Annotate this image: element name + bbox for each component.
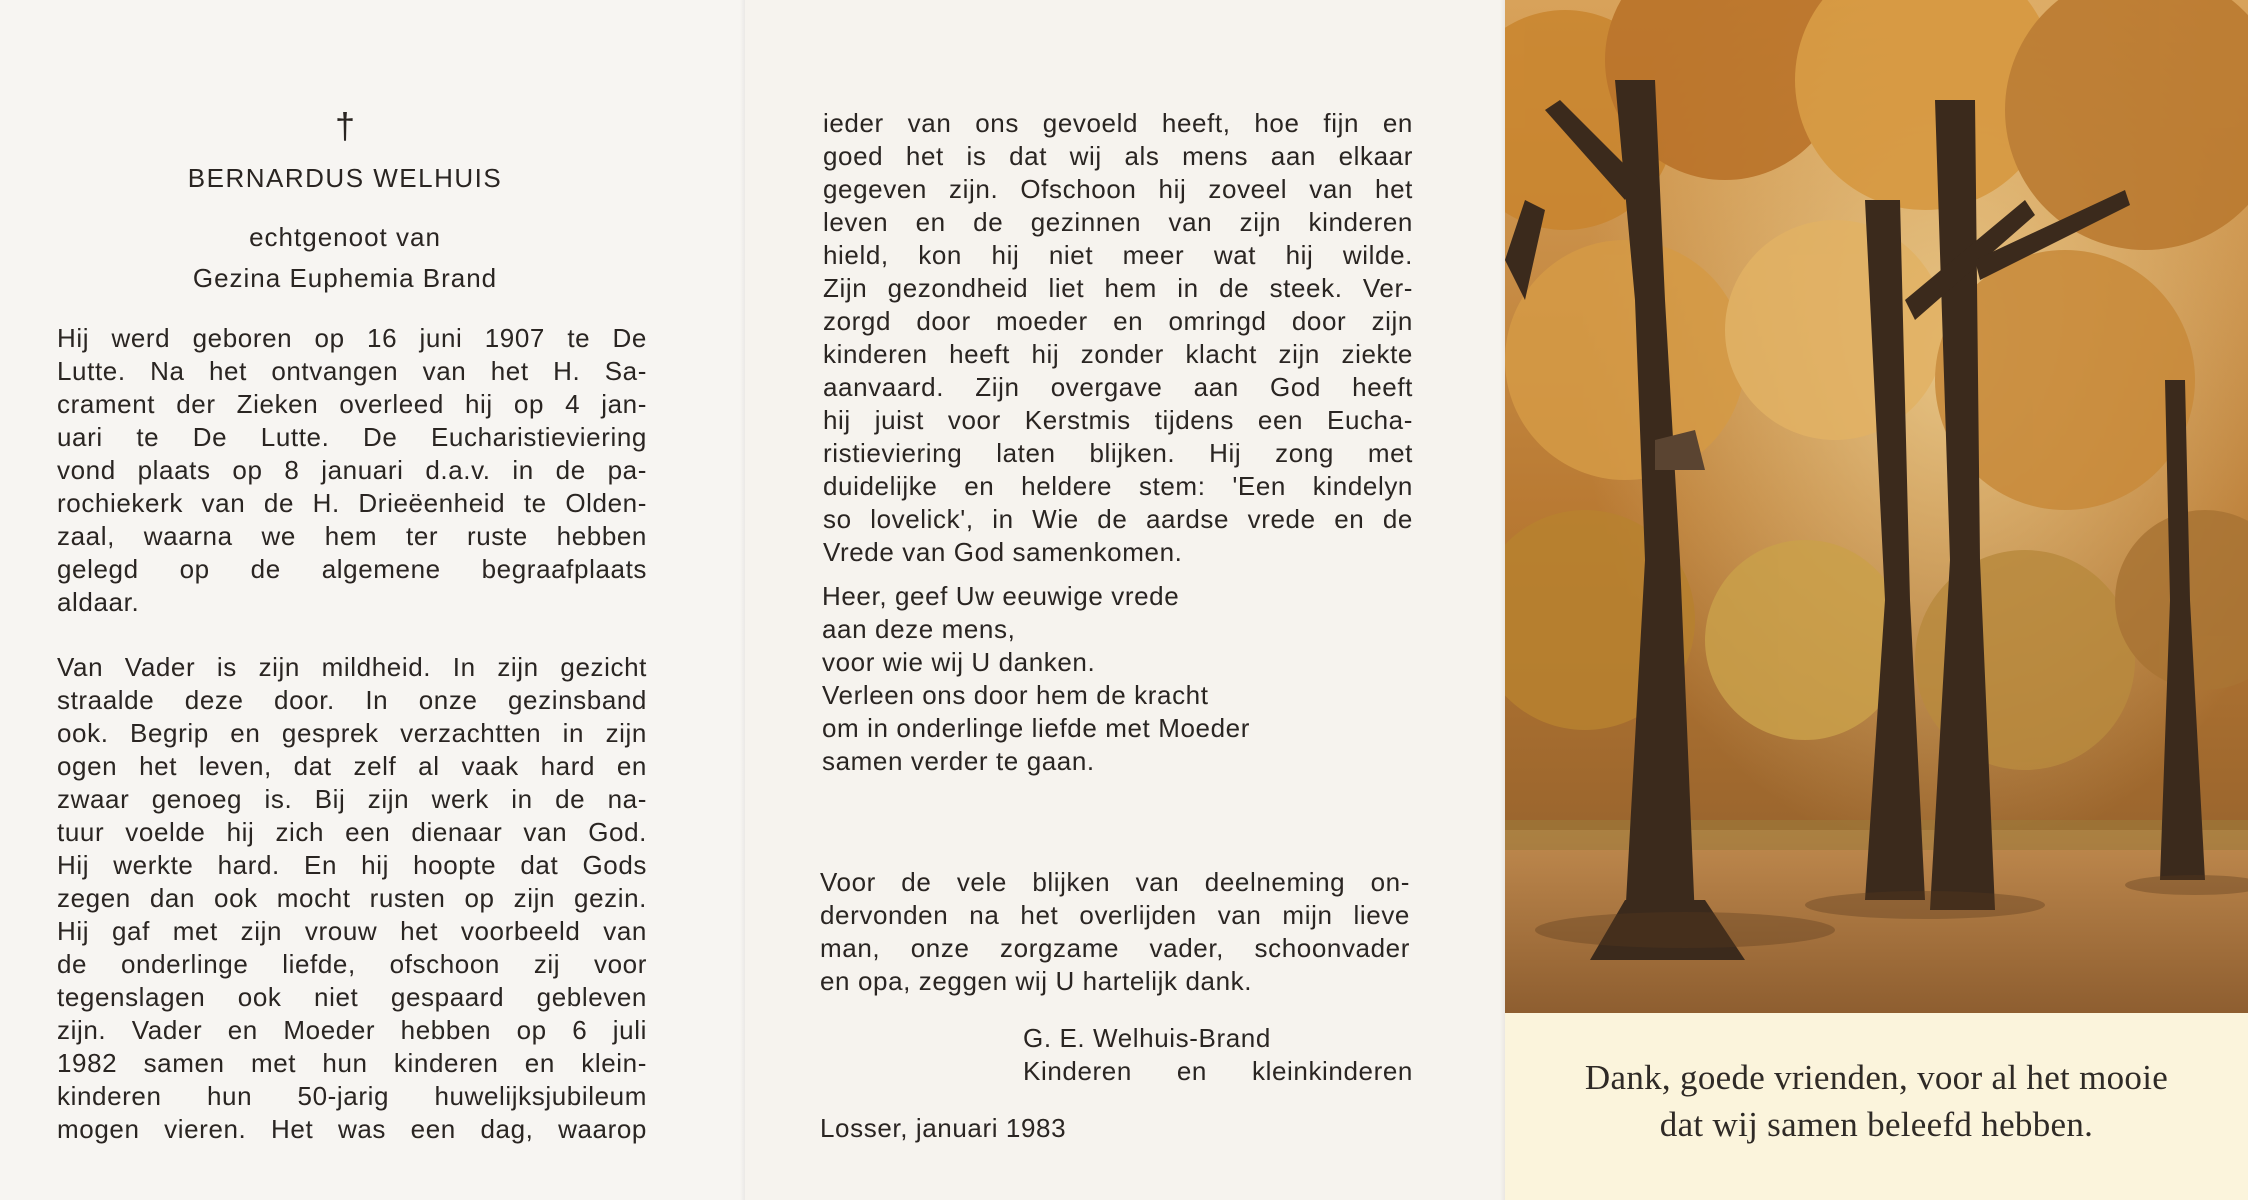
text-line: ook. Begrip en gesprek verzachtten in zijn bbox=[57, 718, 647, 748]
biography-continuation bbox=[823, 107, 1413, 569]
text-line: rochiekerk van de H. Drieëenheid te Olden- bbox=[57, 488, 647, 518]
autumn-forest-photo bbox=[1505, 0, 2248, 1013]
text-line: vond plaats op 8 januari d.a.v. in de pa- bbox=[57, 455, 647, 485]
signature-family: Kinderen en kleinkinderen bbox=[1023, 1056, 1413, 1086]
text-line: zijn. Vader en Moeder hebben op 6 juli bbox=[57, 1015, 647, 1045]
prayer-line: aan deze mens, bbox=[822, 614, 1016, 644]
prayer-line: samen verder te gaan. bbox=[822, 746, 1095, 776]
right-panel bbox=[1505, 0, 2248, 1200]
text-line: kinderen hun 50-jarig huwelijksjubileum bbox=[57, 1081, 647, 1111]
middle-panel bbox=[745, 0, 1505, 1200]
text-line: kinderen heeft hij zonder klacht zijn ziekte bbox=[823, 339, 1413, 369]
text-line: Hij werd geboren op 16 juni 1907 te De bbox=[57, 323, 647, 353]
text-line: goed het is dat wij als mens aan elkaar bbox=[823, 141, 1413, 171]
signature-name: G. E. Welhuis-Brand bbox=[1023, 1023, 1271, 1053]
prayer-line: voor wie wij U danken. bbox=[822, 647, 1096, 677]
text-line: gelegd op de algemene begraafplaats bbox=[57, 554, 647, 584]
spouse-name: Gezina Euphemia Brand bbox=[192, 263, 498, 293]
text-line: crament der Zieken overleed hij op 4 jan- bbox=[57, 389, 647, 419]
text-line: tuur voelde hij zich een dienaar van God. bbox=[57, 817, 647, 847]
text-line: so lovelick', in Wie de aardse vrede en de bbox=[823, 504, 1413, 534]
text-line: hij juist voor Kerstmis tijdens een Eucha- bbox=[823, 405, 1413, 435]
text-line: mogen vieren. Het was een dag, waarop bbox=[57, 1114, 647, 1144]
text-line: uari te De Lutte. De Eucharistieviering bbox=[57, 422, 647, 452]
text-line: Vrede van God samenkomen. bbox=[823, 537, 1183, 567]
text-line: zwaar genoeg is. Bij zijn werk in de na- bbox=[57, 784, 647, 814]
deceased-name: BERNARDUS WELHUIS bbox=[187, 163, 503, 193]
spouse-label: echtgenoot van bbox=[249, 222, 441, 252]
prayer bbox=[822, 580, 1412, 778]
text-line: zaal, waarna we hem ter ruste hebben bbox=[57, 521, 647, 551]
thanks-message bbox=[820, 866, 1410, 998]
place-date: Losser, januari 1983 bbox=[820, 1113, 1067, 1143]
text-line: ogen het leven, dat zelf al vaak hard en bbox=[57, 751, 647, 781]
text-line: leven en de gezinnen van zijn kinderen bbox=[823, 207, 1413, 237]
prayer-line: Heer, geef Uw eeuwige vrede bbox=[822, 581, 1180, 611]
text-line: zorgd door moeder en omringd door zijn bbox=[823, 306, 1413, 336]
text-line: Voor de vele blijken van deelneming on- bbox=[820, 867, 1410, 897]
caption-line-2: dat wij samen beleefd hebben. bbox=[1659, 1105, 2094, 1144]
text-line: duidelijke en heldere stem: 'Een kindelyn bbox=[823, 471, 1413, 501]
text-line: hield, kon hij niet meer wat hij wilde. bbox=[823, 240, 1413, 270]
biography-paragraph-2 bbox=[57, 651, 647, 1146]
text-line: dervonden na het overlijden van mijn lieve bbox=[820, 900, 1410, 930]
text-line: Hij werkte hard. En hij hoopte dat Gods bbox=[57, 850, 647, 880]
text-line: ieder van ons gevoeld heeft, hoe fijn en bbox=[823, 108, 1413, 138]
prayer-line: Verleen ons door hem de kracht bbox=[822, 680, 1209, 710]
text-line: aanvaard. Zijn overgave aan God heeft bbox=[823, 372, 1413, 402]
text-line: Van Vader is zijn mildheid. In zijn gezicht bbox=[57, 652, 647, 682]
text-line: en opa, zeggen wij U hartelijk dank. bbox=[820, 966, 1253, 996]
text-line: ristieviering laten blijken. Hij zong met bbox=[823, 438, 1413, 468]
forest-illustration bbox=[1505, 0, 2248, 1013]
text-line: Hij gaf met zijn vrouw het voorbeeld van bbox=[57, 916, 647, 946]
biography-paragraph-1 bbox=[57, 322, 647, 619]
text-line: man, onze zorgzame vader, schoonvader bbox=[820, 933, 1410, 963]
text-line: tegenslagen ook niet gespaard gebleven bbox=[57, 982, 647, 1012]
caption-line-1: Dank, goede vrienden, voor al het mooie bbox=[1584, 1058, 2169, 1097]
text-line: de onderlinge liefde, ofschoon zij voor bbox=[57, 949, 647, 979]
text-line: gegeven zijn. Ofschoon hij zoveel van het bbox=[823, 174, 1413, 204]
left-panel bbox=[0, 0, 745, 1200]
text-line: straalde deze door. In onze gezinsband bbox=[57, 685, 647, 715]
cross-symbol: † bbox=[334, 105, 356, 146]
text-line: zegen dan ook mocht rusten op zijn gezin. bbox=[57, 883, 647, 913]
text-line: Lutte. Na het ontvangen van het H. Sa- bbox=[57, 356, 647, 386]
text-line: 1982 samen met hun kinderen en klein- bbox=[57, 1048, 647, 1078]
prayer-line: om in onderlinge liefde met Moeder bbox=[822, 713, 1250, 743]
text-line: Zijn gezondheid liet hem in de steek. Ver- bbox=[823, 273, 1413, 303]
text-line: aldaar. bbox=[57, 587, 140, 617]
